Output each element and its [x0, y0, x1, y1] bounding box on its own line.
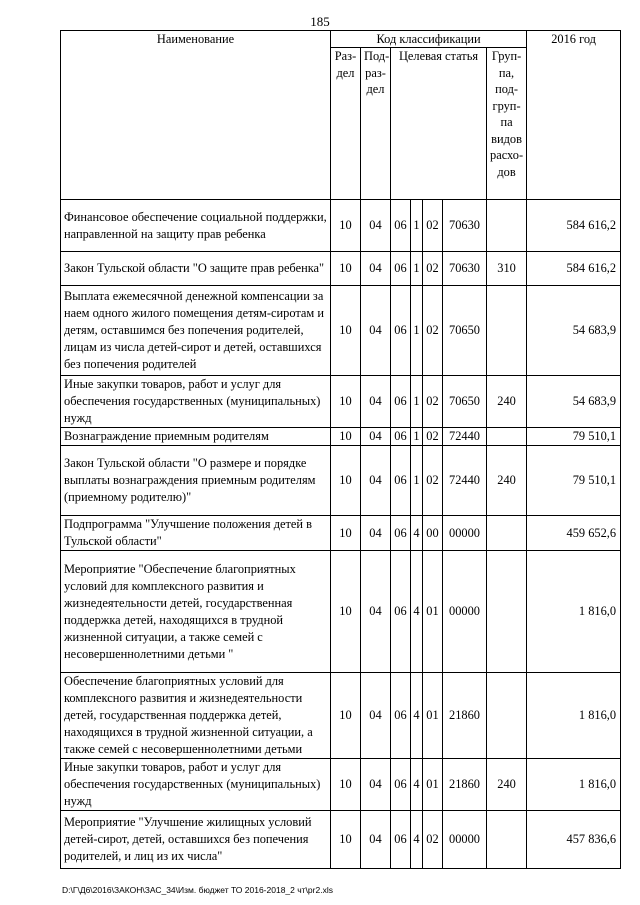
row-razdel: 10	[331, 428, 361, 446]
row-amount: 1 816,0	[527, 551, 621, 673]
row-target-subprogram: 1	[411, 252, 423, 286]
row-amount: 54 683,9	[527, 286, 621, 376]
row-target-direction: 00000	[443, 811, 487, 869]
row-target-event: 02	[423, 252, 443, 286]
row-target-program: 06	[391, 200, 411, 252]
header-code: Код классификации	[331, 31, 527, 48]
row-podrazdel: 04	[361, 759, 391, 811]
row-target-program: 06	[391, 252, 411, 286]
row-target-subprogram: 1	[411, 446, 423, 516]
row-name: Обеспечение благоприятных условий для комплексного развития и жизнедеятельности детей, государственная поддержка детей, находящихся в трудной жизненной ситуации, а также семей с несовершеннолетними детьми	[61, 673, 331, 759]
row-target-subprogram: 4	[411, 516, 423, 551]
row-target-direction: 72440	[443, 428, 487, 446]
row-razdel: 10	[331, 811, 361, 869]
row-target-direction: 72440	[443, 446, 487, 516]
row-name: Закон Тульской области "О защите прав ребенка"	[61, 252, 331, 286]
row-target-event: 02	[423, 200, 443, 252]
row-group	[487, 551, 527, 673]
row-target-program: 06	[391, 673, 411, 759]
row-target-subprogram: 1	[411, 376, 423, 428]
row-target-subprogram: 4	[411, 759, 423, 811]
row-group	[487, 516, 527, 551]
row-target-event: 02	[423, 286, 443, 376]
row-target-program: 06	[391, 759, 411, 811]
row-razdel: 10	[331, 551, 361, 673]
row-target-program: 06	[391, 446, 411, 516]
table-row	[61, 200, 621, 252]
row-group	[487, 428, 527, 446]
row-group: 240	[487, 446, 527, 516]
row-podrazdel: 04	[361, 516, 391, 551]
row-target-event: 02	[423, 811, 443, 869]
row-name: Финансовое обеспечение социальной поддержки, направленной на защиту прав ребенка	[61, 200, 331, 252]
row-podrazdel: 04	[361, 376, 391, 428]
header-target: Целевая статья	[391, 48, 487, 200]
row-target-program: 06	[391, 428, 411, 446]
table-row	[61, 446, 621, 516]
page-number: 185	[310, 14, 330, 29]
row-target-direction: 00000	[443, 516, 487, 551]
footer-path: D:\Г\Д6\2016\ЗАКОН\ЗАС_34\Изм. бюджет ТО 2016-2018_2 чт\pr2.xls	[62, 885, 333, 895]
row-group: 310	[487, 252, 527, 286]
row-amount: 584 616,2	[527, 252, 621, 286]
row-amount: 54 683,9	[527, 376, 621, 428]
row-razdel: 10	[331, 200, 361, 252]
row-target-subprogram: 1	[411, 286, 423, 376]
row-amount: 79 510,1	[527, 428, 621, 446]
row-target-direction: 00000	[443, 551, 487, 673]
row-target-direction: 70630	[443, 200, 487, 252]
table-row	[61, 551, 621, 673]
row-amount: 1 816,0	[527, 673, 621, 759]
row-target-subprogram: 4	[411, 673, 423, 759]
row-razdel: 10	[331, 252, 361, 286]
row-target-event: 00	[423, 516, 443, 551]
row-group	[487, 200, 527, 252]
row-group	[487, 673, 527, 759]
row-target-event: 02	[423, 428, 443, 446]
row-name: Закон Тульской области "О размере и порядке выплаты вознаграждения приемным родителям (приемному родителю)"	[61, 446, 331, 516]
row-target-direction: 21860	[443, 673, 487, 759]
row-name: Иные закупки товаров, работ и услуг для обеспечения государственных (муниципальных) нужд	[61, 759, 331, 811]
row-amount: 457 836,6	[527, 811, 621, 869]
row-name: Иные закупки товаров, работ и услуг для обеспечения государственных (муниципальных) нужд	[61, 376, 331, 428]
header-group: Груп- па, под- груп- па видов расхо- дов	[487, 48, 527, 200]
table-header	[61, 31, 621, 200]
row-target-subprogram: 1	[411, 428, 423, 446]
row-razdel: 10	[331, 759, 361, 811]
row-target-program: 06	[391, 376, 411, 428]
row-podrazdel: 04	[361, 673, 391, 759]
header-razdel: Раз- дел	[331, 48, 361, 200]
row-podrazdel: 04	[361, 428, 391, 446]
row-group	[487, 286, 527, 376]
row-target-direction: 70650	[443, 286, 487, 376]
row-target-subprogram: 4	[411, 811, 423, 869]
row-target-event: 02	[423, 446, 443, 516]
row-target-event: 01	[423, 673, 443, 759]
row-target-program: 06	[391, 516, 411, 551]
row-amount: 584 616,2	[527, 200, 621, 252]
row-name: Подпрограмма "Улучшение положения детей в Тульской области"	[61, 516, 331, 551]
row-target-event: 02	[423, 376, 443, 428]
row-target-direction: 70650	[443, 376, 487, 428]
row-podrazdel: 04	[361, 551, 391, 673]
row-target-subprogram: 4	[411, 551, 423, 673]
row-target-program: 06	[391, 811, 411, 869]
row-razdel: 10	[331, 376, 361, 428]
row-name: Выплата ежемесячной денежной компенсации за наем одного жилого помещения детям-сиротам и детям, оставшимся без попечения родителей, лицам из числа детей-сирот и детей, оставшихся без попечения родителей	[61, 286, 331, 376]
table-row	[61, 811, 621, 869]
table-row	[61, 759, 621, 811]
header-podrazdel: Под- раз- дел	[361, 48, 391, 200]
row-target-program: 06	[391, 551, 411, 673]
row-target-subprogram: 1	[411, 200, 423, 252]
row-amount: 1 816,0	[527, 759, 621, 811]
row-podrazdel: 04	[361, 252, 391, 286]
table-row	[61, 376, 621, 428]
row-group	[487, 811, 527, 869]
row-name: Мероприятие "Обеспечение благоприятных условий для комплексного развития и жизнедеятельности детей, государственная поддержка детей, находящихся в трудной жизненной ситуации, а также семей с несовершеннолетними детьми "	[61, 551, 331, 673]
row-podrazdel: 04	[361, 811, 391, 869]
row-target-direction: 70630	[443, 252, 487, 286]
table-row	[61, 286, 621, 376]
row-razdel: 10	[331, 446, 361, 516]
row-group: 240	[487, 759, 527, 811]
row-group: 240	[487, 376, 527, 428]
row-amount: 79 510,1	[527, 446, 621, 516]
row-razdel: 10	[331, 516, 361, 551]
row-target-direction: 21860	[443, 759, 487, 811]
row-razdel: 10	[331, 286, 361, 376]
row-razdel: 10	[331, 673, 361, 759]
row-target-program: 06	[391, 286, 411, 376]
header-name: Наименование	[61, 31, 331, 200]
row-podrazdel: 04	[361, 286, 391, 376]
table-row	[61, 516, 621, 551]
row-amount: 459 652,6	[527, 516, 621, 551]
row-name: Мероприятие "Улучшение жилищных условий детей-сирот, детей, оставшихся без попечения родителей, и лиц из их числа"	[61, 811, 331, 869]
row-podrazdel: 04	[361, 446, 391, 516]
row-target-event: 01	[423, 551, 443, 673]
row-podrazdel: 04	[361, 200, 391, 252]
header-year: 2016 год	[527, 31, 621, 200]
table-row	[61, 673, 621, 759]
table-row	[61, 252, 621, 286]
table-row	[61, 428, 621, 446]
budget-table	[60, 30, 621, 869]
row-target-event: 01	[423, 759, 443, 811]
row-name: Вознаграждение приемным родителям	[61, 428, 331, 446]
table-body	[61, 200, 621, 869]
